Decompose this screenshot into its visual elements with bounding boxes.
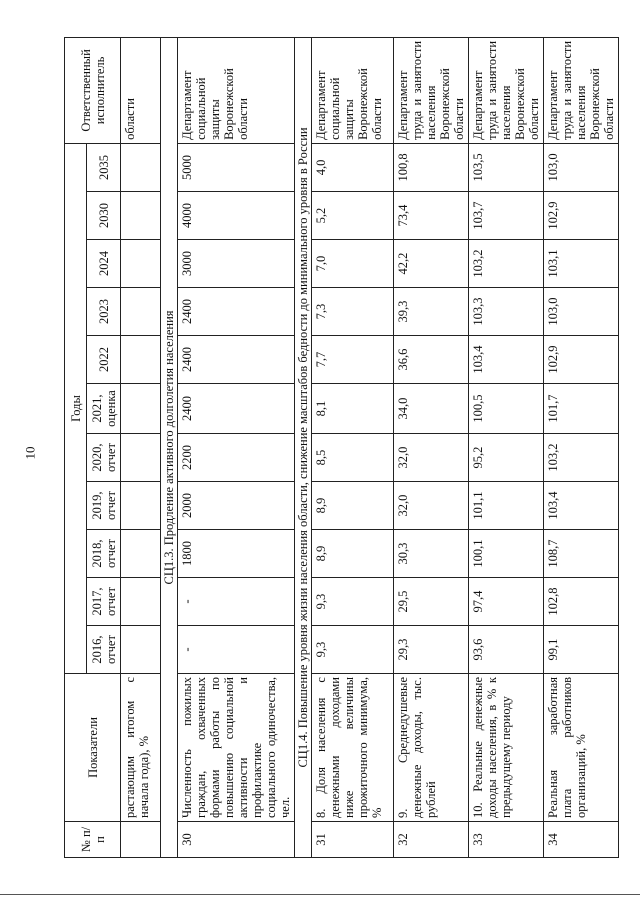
cell-value: 36,6	[394, 336, 469, 384]
cell-value: 9,3	[312, 578, 394, 626]
cell-responsible: Департамент социальной защиты Воронежской области	[312, 37, 394, 143]
cell-value: 42,2	[394, 240, 469, 288]
cell-indicator: 8. Доля населения с денежными доходами ниже величины прожиточного минимума, %	[312, 674, 394, 822]
cell-value: 34,0	[394, 384, 469, 434]
cell-indicator: Реальная заработная плата работников организаций, %	[544, 674, 619, 822]
cell-value: 103,2	[544, 434, 619, 482]
cell-value: 2400	[178, 288, 295, 336]
section-title: СЦ1.3. Продление активного долголетия населения	[161, 37, 178, 857]
cell-value: 4000	[178, 192, 295, 240]
cell-value: 101,7	[544, 384, 619, 434]
cell-responsible: области	[121, 37, 161, 143]
table-row	[544, 37, 619, 857]
section-title: СЦ1.4. Повышение уровня жизни населения области, снижение масштабов бедности до минимального уровня в России	[295, 37, 312, 857]
cell-value: 103,0	[544, 288, 619, 336]
section-row	[161, 37, 178, 857]
header-year: 2016, отчет	[87, 626, 121, 674]
cell-value: 2400	[178, 336, 295, 384]
cell-responsible: Департамент труда и занятости населения Воронежской области	[394, 37, 469, 143]
cell-value: 103,4	[544, 482, 619, 530]
header-year: 2030	[87, 192, 121, 240]
cell-value: 93,6	[469, 626, 544, 674]
cell-value: 100,8	[394, 143, 469, 191]
cell-value: 3000	[178, 240, 295, 288]
cell-responsible: Департамент социальной защиты Воронежской области	[178, 37, 295, 143]
cell-value: 29,5	[394, 578, 469, 626]
cell-value: 7,3	[312, 288, 394, 336]
cell-value: 99,1	[544, 626, 619, 674]
cell-value: 102,8	[544, 578, 619, 626]
cell-value: 100,5	[469, 384, 544, 434]
cell-responsible: Департамент труда и занятости населения Воронежской области	[544, 37, 619, 143]
indicators-table	[64, 37, 619, 858]
cell-indicator: 10. Реальные денежные доходы населения, в % к предыдущему периоду	[469, 674, 544, 822]
cell-indicator: 9. Среднедушевые денежные доходы, тыс. рублей	[394, 674, 469, 822]
cell-value: 7,0	[312, 240, 394, 288]
cell-num	[121, 822, 161, 858]
header-indicator: Показатели	[65, 674, 121, 822]
cell-value: 4,0	[312, 143, 394, 191]
section-row	[295, 37, 312, 857]
cell-value: 1800	[178, 530, 295, 578]
cell-num: 30	[178, 822, 295, 858]
cell-value: 101,1	[469, 482, 544, 530]
header-responsible: Ответственный исполнитель	[65, 37, 121, 143]
cell-value: -	[178, 626, 295, 674]
cell-value: 30,3	[394, 530, 469, 578]
cell-value: 103,4	[469, 336, 544, 384]
cell-value: 2000	[178, 482, 295, 530]
cell-value: 103,7	[469, 192, 544, 240]
page-number: 10	[22, 446, 38, 460]
rotated-table-container	[64, 40, 618, 858]
cell-value: 2200	[178, 434, 295, 482]
cell-value: 103,0	[544, 143, 619, 191]
cell-num: 33	[469, 822, 544, 858]
header-year: 2024	[87, 240, 121, 288]
cell-value: 8,9	[312, 482, 394, 530]
cell-value: 97,4	[469, 578, 544, 626]
table-row	[178, 37, 295, 857]
table-row	[469, 37, 544, 857]
cell-value: 103,3	[469, 288, 544, 336]
cell-value: 8,1	[312, 384, 394, 434]
cell-value: 9,3	[312, 626, 394, 674]
cell-value: 39,3	[394, 288, 469, 336]
cell-value: 32,0	[394, 434, 469, 482]
cell-value: 32,0	[394, 482, 469, 530]
cell-value: 102,9	[544, 192, 619, 240]
header-year: 2022	[87, 336, 121, 384]
cell-value: 95,2	[469, 434, 544, 482]
cell-value: 73,4	[394, 192, 469, 240]
table-row	[394, 37, 469, 857]
cell-value: 103,1	[544, 240, 619, 288]
cell-num: 34	[544, 822, 619, 858]
cell-value: 5,2	[312, 192, 394, 240]
header-year: 2020, отчет	[87, 434, 121, 482]
table-row-continuation	[121, 37, 161, 857]
cell-indicator: растающим итогом с начала года), %	[121, 674, 161, 822]
cell-value: 100,1	[469, 530, 544, 578]
page-bottom-rule	[0, 894, 640, 895]
cell-indicator: Численность пожилых граждан, охваченных формами работы по повышению социальной активности и профилактике социального одиночества, чел.	[178, 674, 295, 822]
cell-value: 8,5	[312, 434, 394, 482]
cell-value: 29,3	[394, 626, 469, 674]
cell-value: 102,9	[544, 336, 619, 384]
cell-value: 103,5	[469, 143, 544, 191]
cell-value: 7,7	[312, 336, 394, 384]
cell-value: 5000	[178, 143, 295, 191]
header-year: 2019, отчет	[87, 482, 121, 530]
header-year: 2018, отчет	[87, 530, 121, 578]
cell-value: 8,9	[312, 530, 394, 578]
header-year: 2035	[87, 143, 121, 191]
cell-value: 108,7	[544, 530, 619, 578]
cell-value: -	[178, 578, 295, 626]
header-year: 2023	[87, 288, 121, 336]
table-row	[312, 37, 394, 857]
cell-responsible: Департамент труда и занятости населения Воронежской области	[469, 37, 544, 143]
cell-value: 2400	[178, 384, 295, 434]
cell-value: 103,2	[469, 240, 544, 288]
cell-num: 32	[394, 822, 469, 858]
header-year: 2017, отчет	[87, 578, 121, 626]
cell-num: 31	[312, 822, 394, 858]
header-years-group: Годы	[65, 143, 87, 673]
header-year: 2021, оценка	[87, 384, 121, 434]
header-num: № п/п	[65, 822, 121, 858]
